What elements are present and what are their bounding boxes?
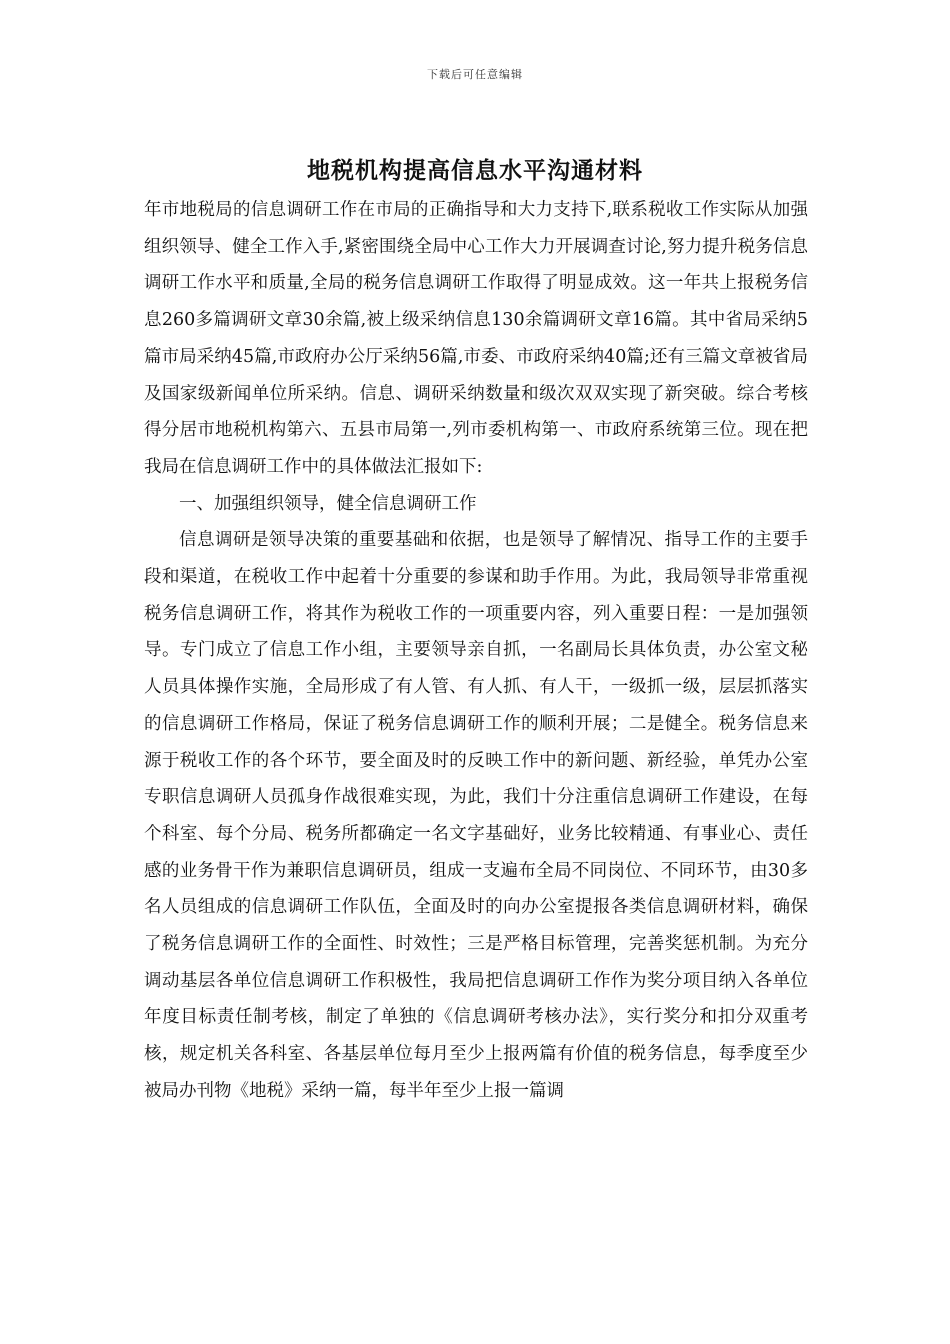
document-title: 地税机构提高信息水平沟通材料 (307, 157, 643, 184)
header-note: 下载后可任意编辑 (427, 68, 523, 81)
paragraph-intro: 年市地税局的信息调研工作在市局的正确指导和大力支持下,联系税收工作实际从加强组织领导、健全工作入手,紧密围绕全局中心工作大力开展调查讨论,努力提升税务信息调研工作水平和质量,全局的税务信息调研工作取得了明显成效。这一年共上报税务信息260多篇调研文章30余篇,被上级采纳信息130余篇调研文章16篇。其中省局采纳5篇市局采纳45篇,市政府办公厅采纳56篇,市委、市政府采纳40篇;还有三篇文章被省局及国家级新闻单位所采纳。信息、调研采纳数量和级次双双实现了新突破。综合考核得分居市地税机构第六、五县市局第一,列市委机构第一、市政府系统第三位。现在把我局在信息调研工作中的具体做法汇报如下: (144, 200, 808, 477)
section-heading-1: 一、加强组织领导，健全信息调研工作 (179, 493, 477, 514)
document-body (144, 192, 808, 1110)
paragraph-section-1: 信息调研是领导决策的重要基础和依据，也是领导了解情况、指导工作的主要手段和渠道，在税收工作中起着十分重要的参谋和助手作用。为此，我局领导非常重视税务信息调研工作，将其作为税收工作的一项重要内容，列入重要日程：一是加强领导。专门成立了信息工作小组，主要领导亲自抓，一名副局长具体负责，办公室文秘人员具体操作实施，全局形成了有人管、有人抓、有人干，一级抓一级，层层抓落实的信息调研工作格局，保证了税务信息调研工作的顺利开展；二是健全。税务信息来源于税收工作的各个环节，要全面及时的反映工作中的新问题、新经验，单凭办公室专职信息调研人员孤身作战很难实现，为此，我们十分注重信息调研工作建设，在每个科室、每个分局、税务所都确定一名文字基础好，业务比较精通、有事业心、责任感的业务骨干作为兼职信息调研员，组成一支遍布全局不同岗位、不同环节，由30多名人员组成的信息调研工作队伍，全面及时的向办公室提报各类信息调研材料，确保了税务信息调研工作的全面性、时效性；三是严格目标管理，完善奖惩机制。为充分调动基层各单位信息调研工作积极性，我局把信息调研工作作为奖分项目纳入各单位年度目标责任制考核，制定了单独的《信息调研考核办法》，实行奖分和扣分双重考核，规定机关各科室、各基层单位每月至少上报两篇有价值的税务信息，每季度至少被局办刊物《地税》采纳一篇，每半年至少上报一篇调 (144, 530, 808, 1101)
